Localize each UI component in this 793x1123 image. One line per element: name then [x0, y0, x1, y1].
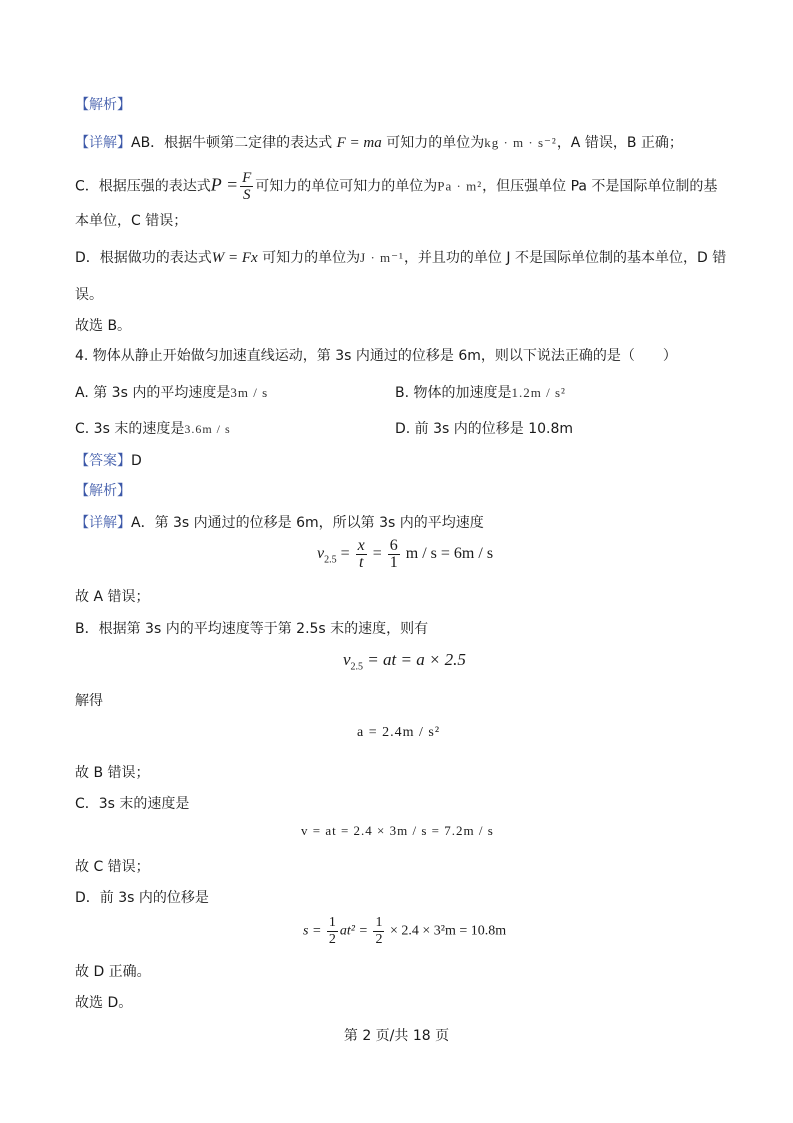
detail-line-a: [75, 513, 484, 533]
option-b-unit: 1.2m / s²: [511, 385, 566, 400]
answer-line-2: 故选 D。: [75, 995, 133, 1011]
eq1-lhs: v: [317, 545, 325, 563]
c-fraction: [240, 170, 253, 203]
b-conclusion: 故 B 错误；: [75, 765, 150, 781]
eq5-den2: 2: [375, 932, 383, 947]
equation-4: v = at = 2.4 × 3m / s = 7.2m / s: [301, 823, 494, 838]
detail-line-b: B．根据第 3s 内的平均速度等于第 2.5s 末的速度，则有: [75, 621, 429, 637]
ab-unit: kg · m · s⁻²: [484, 135, 557, 150]
detail-line-d: [75, 248, 726, 268]
option-c: [75, 419, 231, 439]
detail-tag-2: 【详解】: [75, 515, 131, 531]
eq5-frac2: [373, 915, 384, 948]
equation-5: [303, 915, 506, 948]
eq1-num1: x: [357, 537, 365, 554]
a-conclusion: 故 A 错误；: [75, 589, 150, 605]
answer-tag-line: [75, 451, 142, 471]
c-frac-den: S: [242, 187, 251, 203]
d-conclusion: 故 D 正确。: [75, 964, 151, 980]
equation-1: [317, 538, 493, 571]
solve-label: 解得: [75, 693, 103, 709]
d-unit: J · m⁻¹: [360, 250, 404, 265]
detail-line-d-cont: 误。: [75, 287, 103, 303]
c-unit: Pa · m²: [437, 178, 483, 194]
c-formula-p: P =: [210, 174, 239, 195]
option-c-unit: 3.6m / s: [184, 422, 231, 436]
eq5-num1: 1: [328, 915, 336, 930]
option-a: [75, 383, 268, 403]
option-b-text: B. 物体的加速度是: [395, 385, 512, 401]
eq5-lhs: s =: [303, 923, 322, 939]
option-c-text: C. 3s 末的速度是: [75, 421, 185, 437]
page-footer: 第 2 页/共 18 页: [343, 1028, 450, 1044]
d-text3: ，并且功的单位 J 不是国际单位制的基本单位，D 错: [403, 250, 727, 266]
eq5-mid: at² =: [339, 923, 368, 939]
c-text3: ，但压强单位 Pa 不是国际单位制的基: [482, 178, 718, 195]
c-text1: C．根据压强的表达式: [75, 178, 211, 195]
ab-formula: F = ma: [336, 135, 382, 151]
eq2-rhs: = at = a × 2.5: [367, 650, 466, 669]
eq2-sub: 2.5: [350, 661, 364, 673]
eq1-den2: 1: [389, 554, 398, 571]
eq1-sub: 2.5: [324, 554, 337, 566]
eq1-num2: 6: [389, 537, 398, 554]
eq1-frac2: [388, 538, 400, 571]
detail-tag-1: 【详解】: [75, 135, 131, 151]
detail-line-c-cont: 本单位，C 错误；: [75, 213, 188, 229]
eq5-rhs: × 2.4 × 3²m = 10.8m: [389, 923, 507, 939]
a-line-text: A．第 3s 内通过的位移是 6m，所以第 3s 内的平均速度: [131, 515, 484, 531]
c-text2: 可知力的单位可知力的单位为: [255, 178, 438, 195]
eq1-rhs: m / s = 6m / s: [405, 545, 494, 563]
answer-line-1: 故选 B。: [75, 318, 132, 334]
detail-line-c2: C．3s 末的速度是: [75, 796, 190, 812]
d-text2: 可知力的单位为: [262, 250, 361, 266]
d-formula: W = Fx: [211, 250, 258, 266]
eq5-frac1: [327, 915, 338, 948]
ab-text2: 可知力的单位为: [386, 135, 485, 151]
ab-text3: ，A 错误，B 正确；: [556, 135, 683, 151]
d-text1: D．根据做功的表达式: [75, 250, 212, 266]
answer-tag: 【答案】: [75, 453, 131, 469]
option-b: [395, 383, 566, 403]
detail-line-c: [75, 170, 717, 203]
question-stem: 4. 物体从静止开始做匀加速直线运动，第 3s 内通过的位移是 6m，则以下说法正确的是（ ）: [75, 348, 677, 364]
eq1-frac1: [356, 538, 367, 571]
eq2-lhs: v: [343, 650, 351, 669]
option-a-unit: 3m / s: [230, 385, 269, 400]
analysis-tag-1: 【解析】: [75, 97, 131, 113]
equation-3: a = 2.4m / s²: [357, 725, 441, 740]
eq5-num2: 1: [375, 915, 383, 930]
detail-line-d2: D．前 3s 内的位移是: [75, 890, 209, 906]
eq5-den1: 2: [328, 932, 336, 947]
c-conclusion: 故 C 错误；: [75, 859, 150, 875]
equation-2: [343, 650, 466, 672]
detail-line-ab: [75, 133, 683, 153]
option-a-text: A. 第 3s 内的平均速度是: [75, 385, 231, 401]
eq1-eq: =: [340, 545, 350, 563]
ab-text1: AB．根据牛顿第二定律的表达式: [131, 135, 333, 151]
eq1-eq2: =: [372, 545, 382, 563]
analysis-tag-2: 【解析】: [75, 483, 131, 499]
answer-value: D: [131, 453, 142, 469]
option-d: D. 前 3s 内的位移是 10.8m: [395, 421, 574, 437]
eq1-den1: t: [358, 554, 364, 571]
c-frac-num: F: [242, 170, 252, 186]
